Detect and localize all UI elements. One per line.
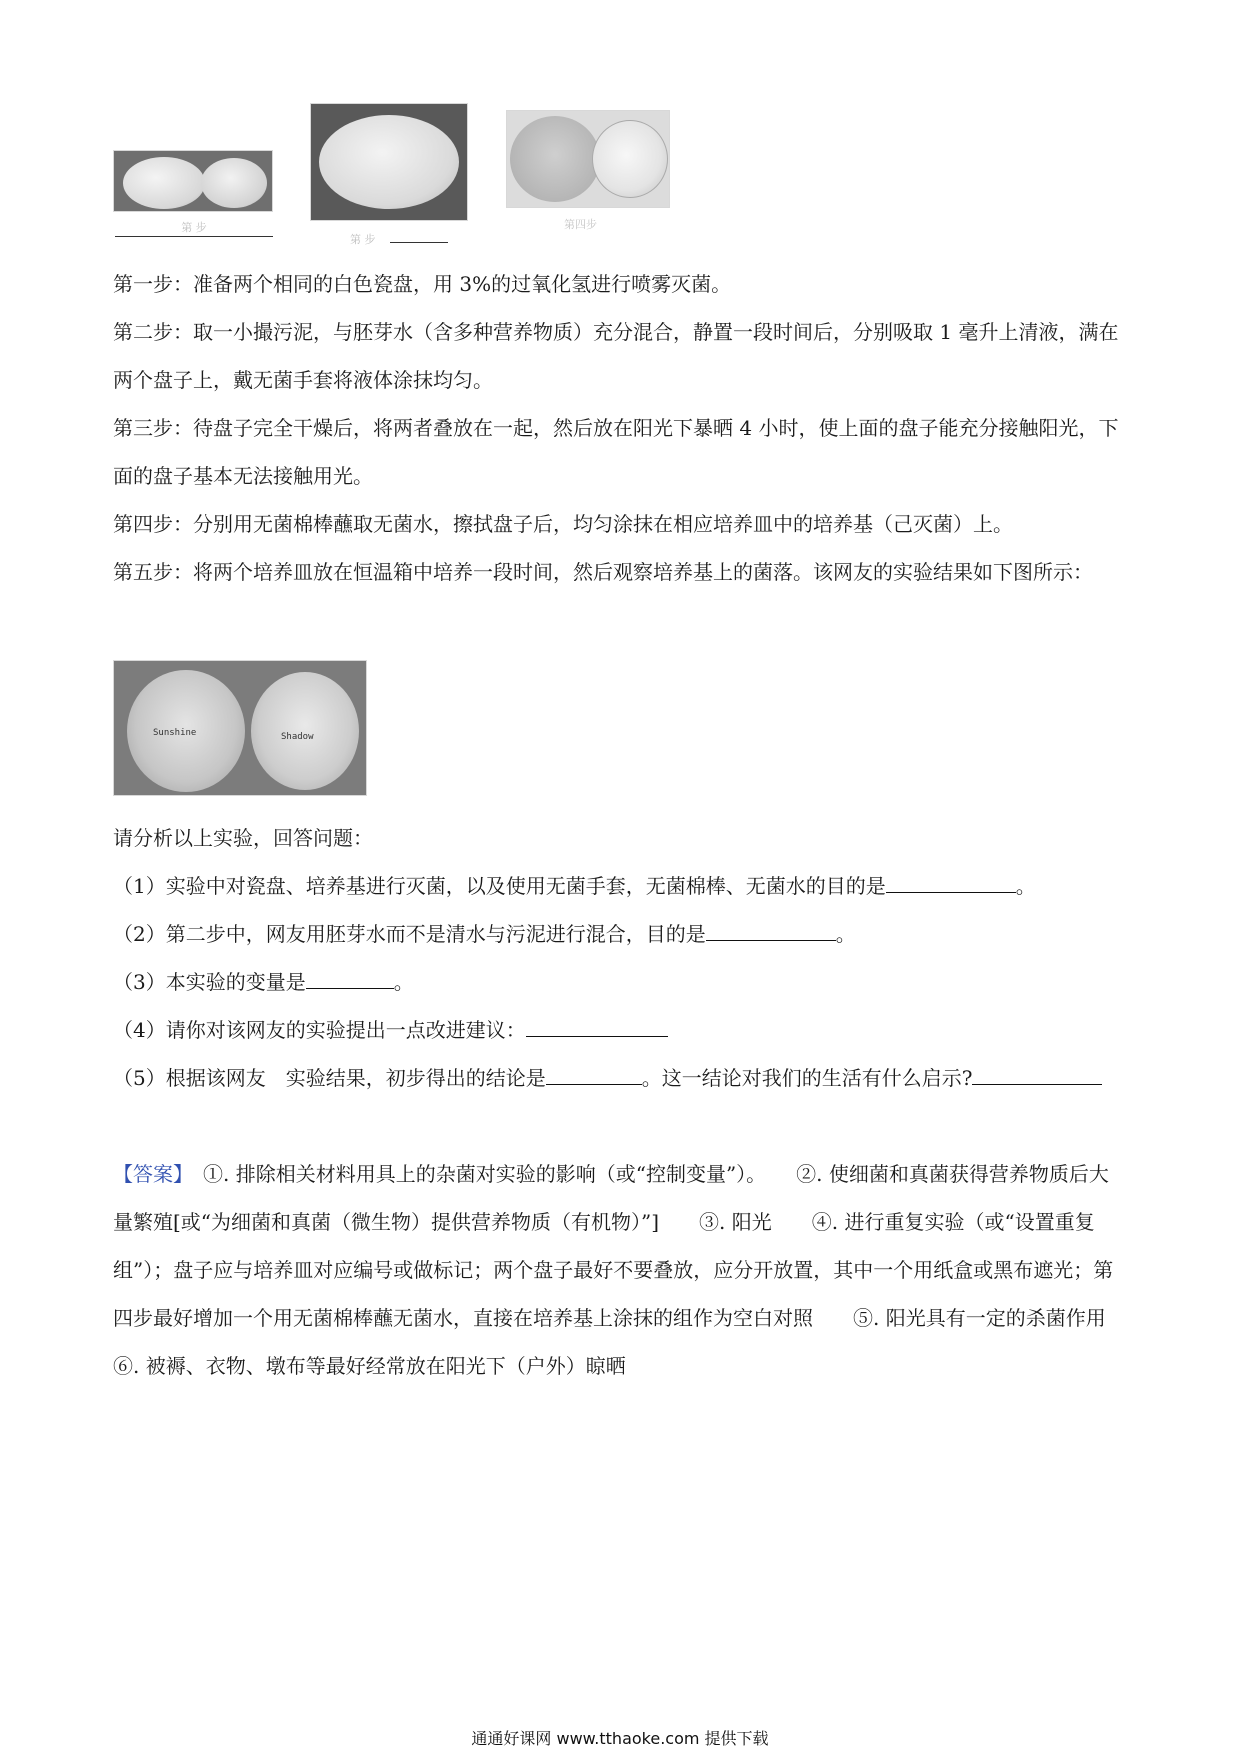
photo-caption: 第四步 <box>564 218 597 231</box>
dish-image <box>510 116 600 202</box>
answer-blank <box>546 1060 642 1085</box>
step-2: 第二步：取一小撮污泥，与胚芽水（含多种营养物质）充分混合，静置一段时间后，分别吸取 1 毫升上清液，满在两个盘子上，戴无菌手套将液体涂抹均匀。 <box>113 320 1119 392</box>
question-4: （4）请你对该网友的实验提出一点改进建议： <box>113 1006 1127 1054</box>
dish-image <box>319 115 459 209</box>
petri-dish-image <box>127 670 245 792</box>
step-photo-petri <box>506 110 670 208</box>
answer-blank <box>526 1012 668 1037</box>
answer-blank <box>706 916 836 941</box>
answer-block <box>113 1150 1146 1390</box>
answer-blank <box>306 964 394 989</box>
photo-caption: 第 步 <box>115 220 273 237</box>
question-intro: 请分析以上实验，回答问题： <box>113 826 373 850</box>
question-1: （1）实验中对瓷盘、培养基进行灭菌，以及使用无菌手套，无菌棉棒、无菌水的目的是 。 <box>113 862 1127 910</box>
step-photo-single-dish <box>310 103 468 221</box>
dish-scribble: Shadow <box>281 732 314 742</box>
dish-image <box>201 158 267 208</box>
step-photo-dishes <box>113 150 273 212</box>
petri-dish-image <box>251 672 359 790</box>
question-2: （2）第二步中，网友用胚芽水而不是清水与污泥进行混合，目的是 。 <box>113 910 1127 958</box>
photo-caption: 第 步 <box>350 232 470 248</box>
dish-scribble: Sunshine <box>153 728 197 738</box>
page-footer: 通通好课网 www.tthaoke.com 提供下载 <box>471 1729 769 1748</box>
step-5: 第五步：将两个培养皿放在恒温箱中培养一段时间，然后观察培养基上的菌落。该网友的实验结果如下图所示： <box>113 560 1093 584</box>
answer-blank <box>886 868 1016 893</box>
answer-text: ①. 排除相关材料用具上的杂菌对实验的影响（或“控制变量”）。 ②. 使细菌和真菌获得营养物质后大量繁殖[或“为细菌和真菌（微生物）提供营养物质（有机物）”] ③. 阳光 ④. 进行重复实验（或“设置重复组”）；盘子应与培养皿对应编号或做标记；两个盘子最好不要叠放，应分开放置，其中一个用纸盒或黑布遮光；第四步最好增加一个用无菌棉棒蘸无菌水，直接在培养基上涂抹的组作为空白对照 ⑤. 阳光具有一定的杀菌作用 ⑥. 被褥、衣物、墩布等最好经常放在阳光下（户外）晾晒 <box>113 1162 1146 1378</box>
petri-dish-image <box>592 120 668 198</box>
question-3: （3）本实验的变量是 。 <box>113 958 1127 1006</box>
step-4: 第四步：分别用无菌棉棒蘸取无菌水，擦拭盘子后，均匀涂抹在相应培养皿中的培养基（己灭菌）上。 <box>113 512 1013 536</box>
answer-blank <box>972 1060 1102 1085</box>
result-photo <box>113 660 367 796</box>
dish-image <box>123 157 205 209</box>
answer-tag: 【答案】 <box>113 1162 183 1186</box>
step-1: 第一步：准备两个相同的白色瓷盘，用 3%的过氧化氢进行喷雾灭菌。 <box>113 272 732 296</box>
question-5: （5）根据该网友 实验结果，初步得出的结论是 。这一结论对我们的生活有什么启示? <box>113 1054 1127 1102</box>
step-3: 第三步：待盘子完全干燥后，将两者叠放在一起，然后放在阳光下暴晒 4 小时，使上面的盘子能充分接触阳光，下面的盘子基本无法接触用光。 <box>113 416 1119 488</box>
